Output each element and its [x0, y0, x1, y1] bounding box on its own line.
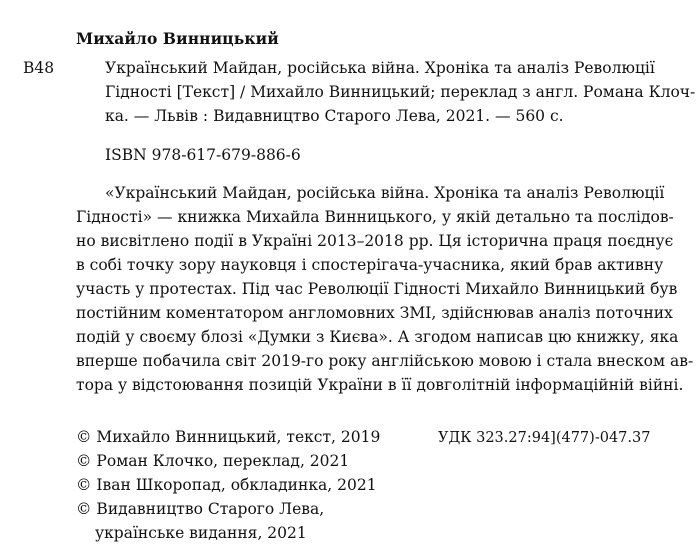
copyright-line: © Іван Шкоропад, обкладинка, 2021 — [76, 476, 377, 494]
isbn: ISBN 978-617-679-886-6 — [105, 146, 301, 164]
copyright-line: © Роман Клочко, переклад, 2021 — [76, 452, 350, 470]
bibliographic-line: ка. — Львів : Видавництво Старого Лева, 2021. — 560 с. — [105, 107, 564, 125]
abstract-line: «Український Майдан, російська війна. Хроніка та аналіз Революції — [105, 184, 665, 202]
bibliographic-line: Гідності [Текст] / Михайло Винницький; переклад з англ. Романа Клоч- — [105, 83, 696, 101]
abstract-line: Гідності» — книжка Михайла Винницького, у якій детально та послідов- — [76, 208, 674, 226]
abstract-line: участь у протестах. Під час Революції Гідності Михайло Винницький був — [76, 280, 678, 298]
catalog-code: В48 — [23, 59, 55, 77]
copyright-line: українське видання, 2021 — [95, 524, 307, 542]
copyright-line: © Видавництво Старого Лева, — [76, 500, 325, 518]
copyright-line: © Михайло Винницький, текст, 2019 — [76, 428, 381, 446]
abstract-line: вперше побачила світ 2019-го року англійською мовою і стала внеском ав- — [76, 352, 694, 370]
abstract-line: в собі точку зору науковця і спостерігача-учасника, який брав активну — [76, 256, 664, 274]
bibliographic-line: Український Майдан, російська війна. Хроніка та аналіз Революції — [105, 59, 655, 77]
abstract-line: тора у відстоювання позицій України в її довголітній інформаційній війні. — [76, 376, 684, 394]
abstract-line: но висвітлено події в Україні 2013–2018 рр. Ця історична праця поєднує — [76, 232, 674, 250]
abstract-line: постійним коментатором англомовних ЗМІ, здійснював аналіз поточних — [76, 304, 673, 322]
udk-code: УДК 323.27:94](477)-047.37 — [438, 430, 651, 446]
abstract-line: подій у своєму блозі «Думки з Києва». А згодом написав цю книжку, яка — [76, 328, 679, 346]
author-heading: Михайло Винницький — [76, 29, 279, 48]
